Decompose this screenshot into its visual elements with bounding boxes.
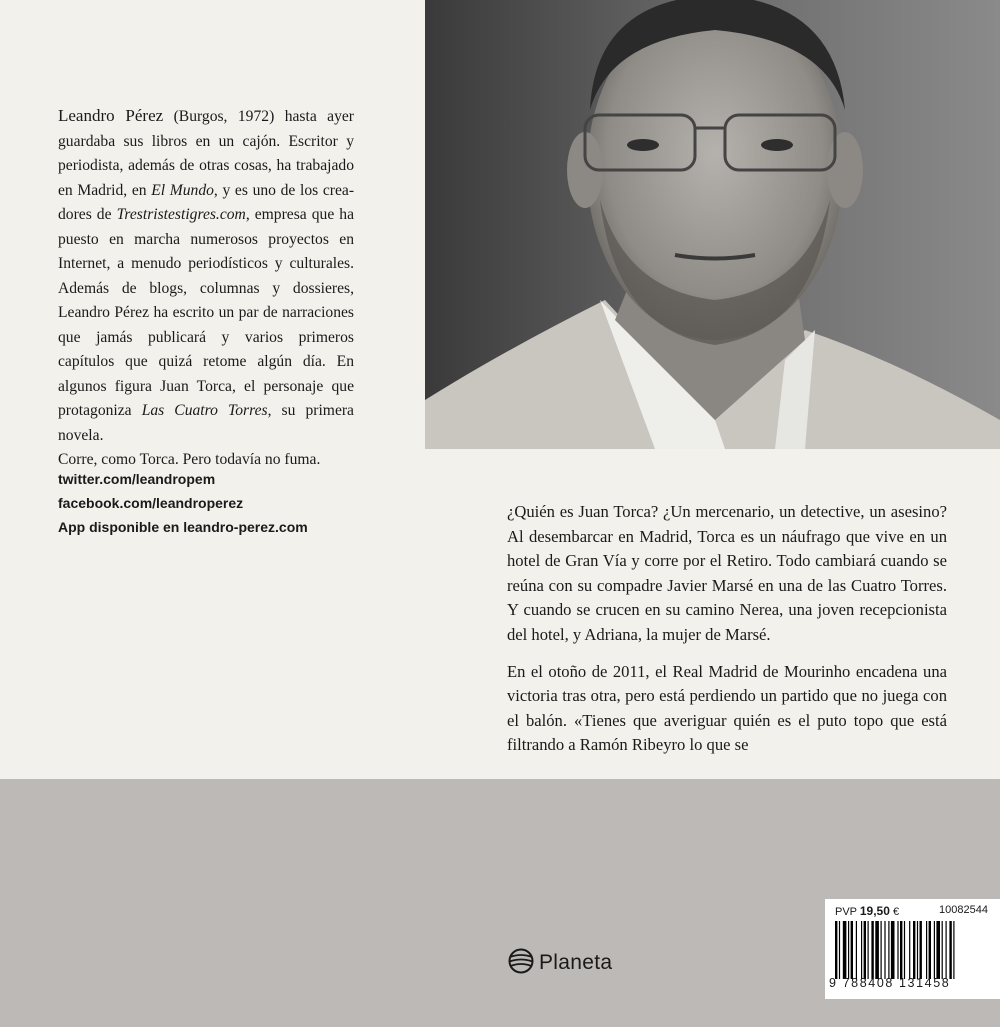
bio-paragraph xyxy=(58,104,354,448)
twitter-link: twitter.com/leandropem xyxy=(58,471,216,487)
app-link: App disponible en leandro-perez.com xyxy=(58,519,308,535)
barcode-bar xyxy=(864,921,866,979)
blurb-paragraph-1: ¿Quién es Juan Torca? ¿Un mercenario, un detective, un asesino? Al desembarcar en Madrid, Torca es un náufrago que vive en un hotel de Gran Vía y corre por el Retiro. Todo cambiará cuando se reúna con su compadre Javier Marsé en una de las Cuatro Torres. Y cuando se crucen en su camino Nerea, una joven recepcionista del hotel, y Adriana, la mujer de Marsé. xyxy=(507,502,947,644)
product-code: 10082544 xyxy=(939,904,988,916)
price-value: 19,50 xyxy=(859,904,890,918)
blurb-paragraph-2: En el otoño de 2011, el Real Madrid de Mourinho encadena una victoria tras otra, pero está perdiendo un partido que no juega con el balón. «Tienes que averiguar quién es el puto topo que está filtrando a Ramón Ribeyro lo que se xyxy=(507,661,947,755)
barcode-bar xyxy=(871,921,873,979)
barcode-label xyxy=(825,899,1000,999)
barcode-bar xyxy=(848,921,849,979)
bio-text-1: (Burgos, 1972) hasta ayer guardaba sus libros en un cajón. Escritor y periodista, además de otras cosas, ha trabajado en Madrid, en xyxy=(58,108,354,199)
barcode-bar xyxy=(917,921,918,979)
barcode-bar xyxy=(861,921,862,979)
barcode-bar xyxy=(888,921,889,979)
facebook-link: facebook.com/leandroperez xyxy=(58,495,244,511)
barcode-bar xyxy=(946,921,947,979)
barcode-bar xyxy=(835,921,837,979)
barcode-bar xyxy=(920,921,922,979)
publisher-name: Planeta xyxy=(539,951,613,974)
barcode xyxy=(835,921,993,979)
barcode-bar xyxy=(953,921,954,979)
barcode-bar xyxy=(868,921,869,979)
barcode-bar xyxy=(851,921,853,979)
barcode-bar xyxy=(949,921,951,979)
barcode-bar xyxy=(909,921,910,979)
author-photo xyxy=(425,0,1000,449)
barcode-bar xyxy=(856,921,857,979)
barcode-bar xyxy=(929,921,931,979)
novel-title: Las Cuatro Torres xyxy=(141,402,268,419)
barcode-bar xyxy=(843,921,847,979)
barcode-bar xyxy=(881,921,882,979)
pvp-label: PVP xyxy=(835,906,857,918)
barcode-bar xyxy=(913,921,915,979)
barcode-bar xyxy=(942,921,943,979)
barcode-bar xyxy=(934,921,935,979)
author-bio xyxy=(58,104,354,473)
barcode-bar xyxy=(904,921,905,979)
barcode-bar xyxy=(884,921,885,979)
bio-text-4: , su primera novela. xyxy=(58,402,354,444)
barcode-bar xyxy=(875,921,879,979)
author-name: Leandro Pérez xyxy=(58,106,164,125)
isbn-number: 9 788408 131458 xyxy=(829,976,951,990)
publisher-logo xyxy=(508,948,612,978)
barcode-bar xyxy=(897,921,898,979)
author-links xyxy=(58,467,308,539)
company-site: Trestristestigres.com xyxy=(116,206,246,223)
bio-text-3: , empresa que ha puesto en marcha numerosos proyectos en Internet, a menudo periodísticos y culturales. Además de blogs, columnas y dossieres, Leandro Pérez ha escrito un par de narraciones que jamás publicará y varios primeros capítulos que quizá retome algún día. En algunos figura Juan Torca, el personaje que protagoniza xyxy=(58,206,355,419)
barcode-bar xyxy=(891,921,895,979)
barcode-bar xyxy=(936,921,940,979)
barcode-bar xyxy=(839,921,840,979)
newspaper-name: El Mundo xyxy=(151,181,214,199)
barcode-bar xyxy=(926,921,927,979)
globe-icon xyxy=(508,948,534,979)
barcode-bar xyxy=(900,921,902,979)
bio-text-2: , y es uno de los creadores de xyxy=(58,181,355,223)
book-blurb xyxy=(507,500,947,770)
price xyxy=(835,904,899,918)
bio-closing: Corre, como Torca. Pero todavía no fuma. xyxy=(58,451,321,468)
currency: € xyxy=(892,906,900,918)
